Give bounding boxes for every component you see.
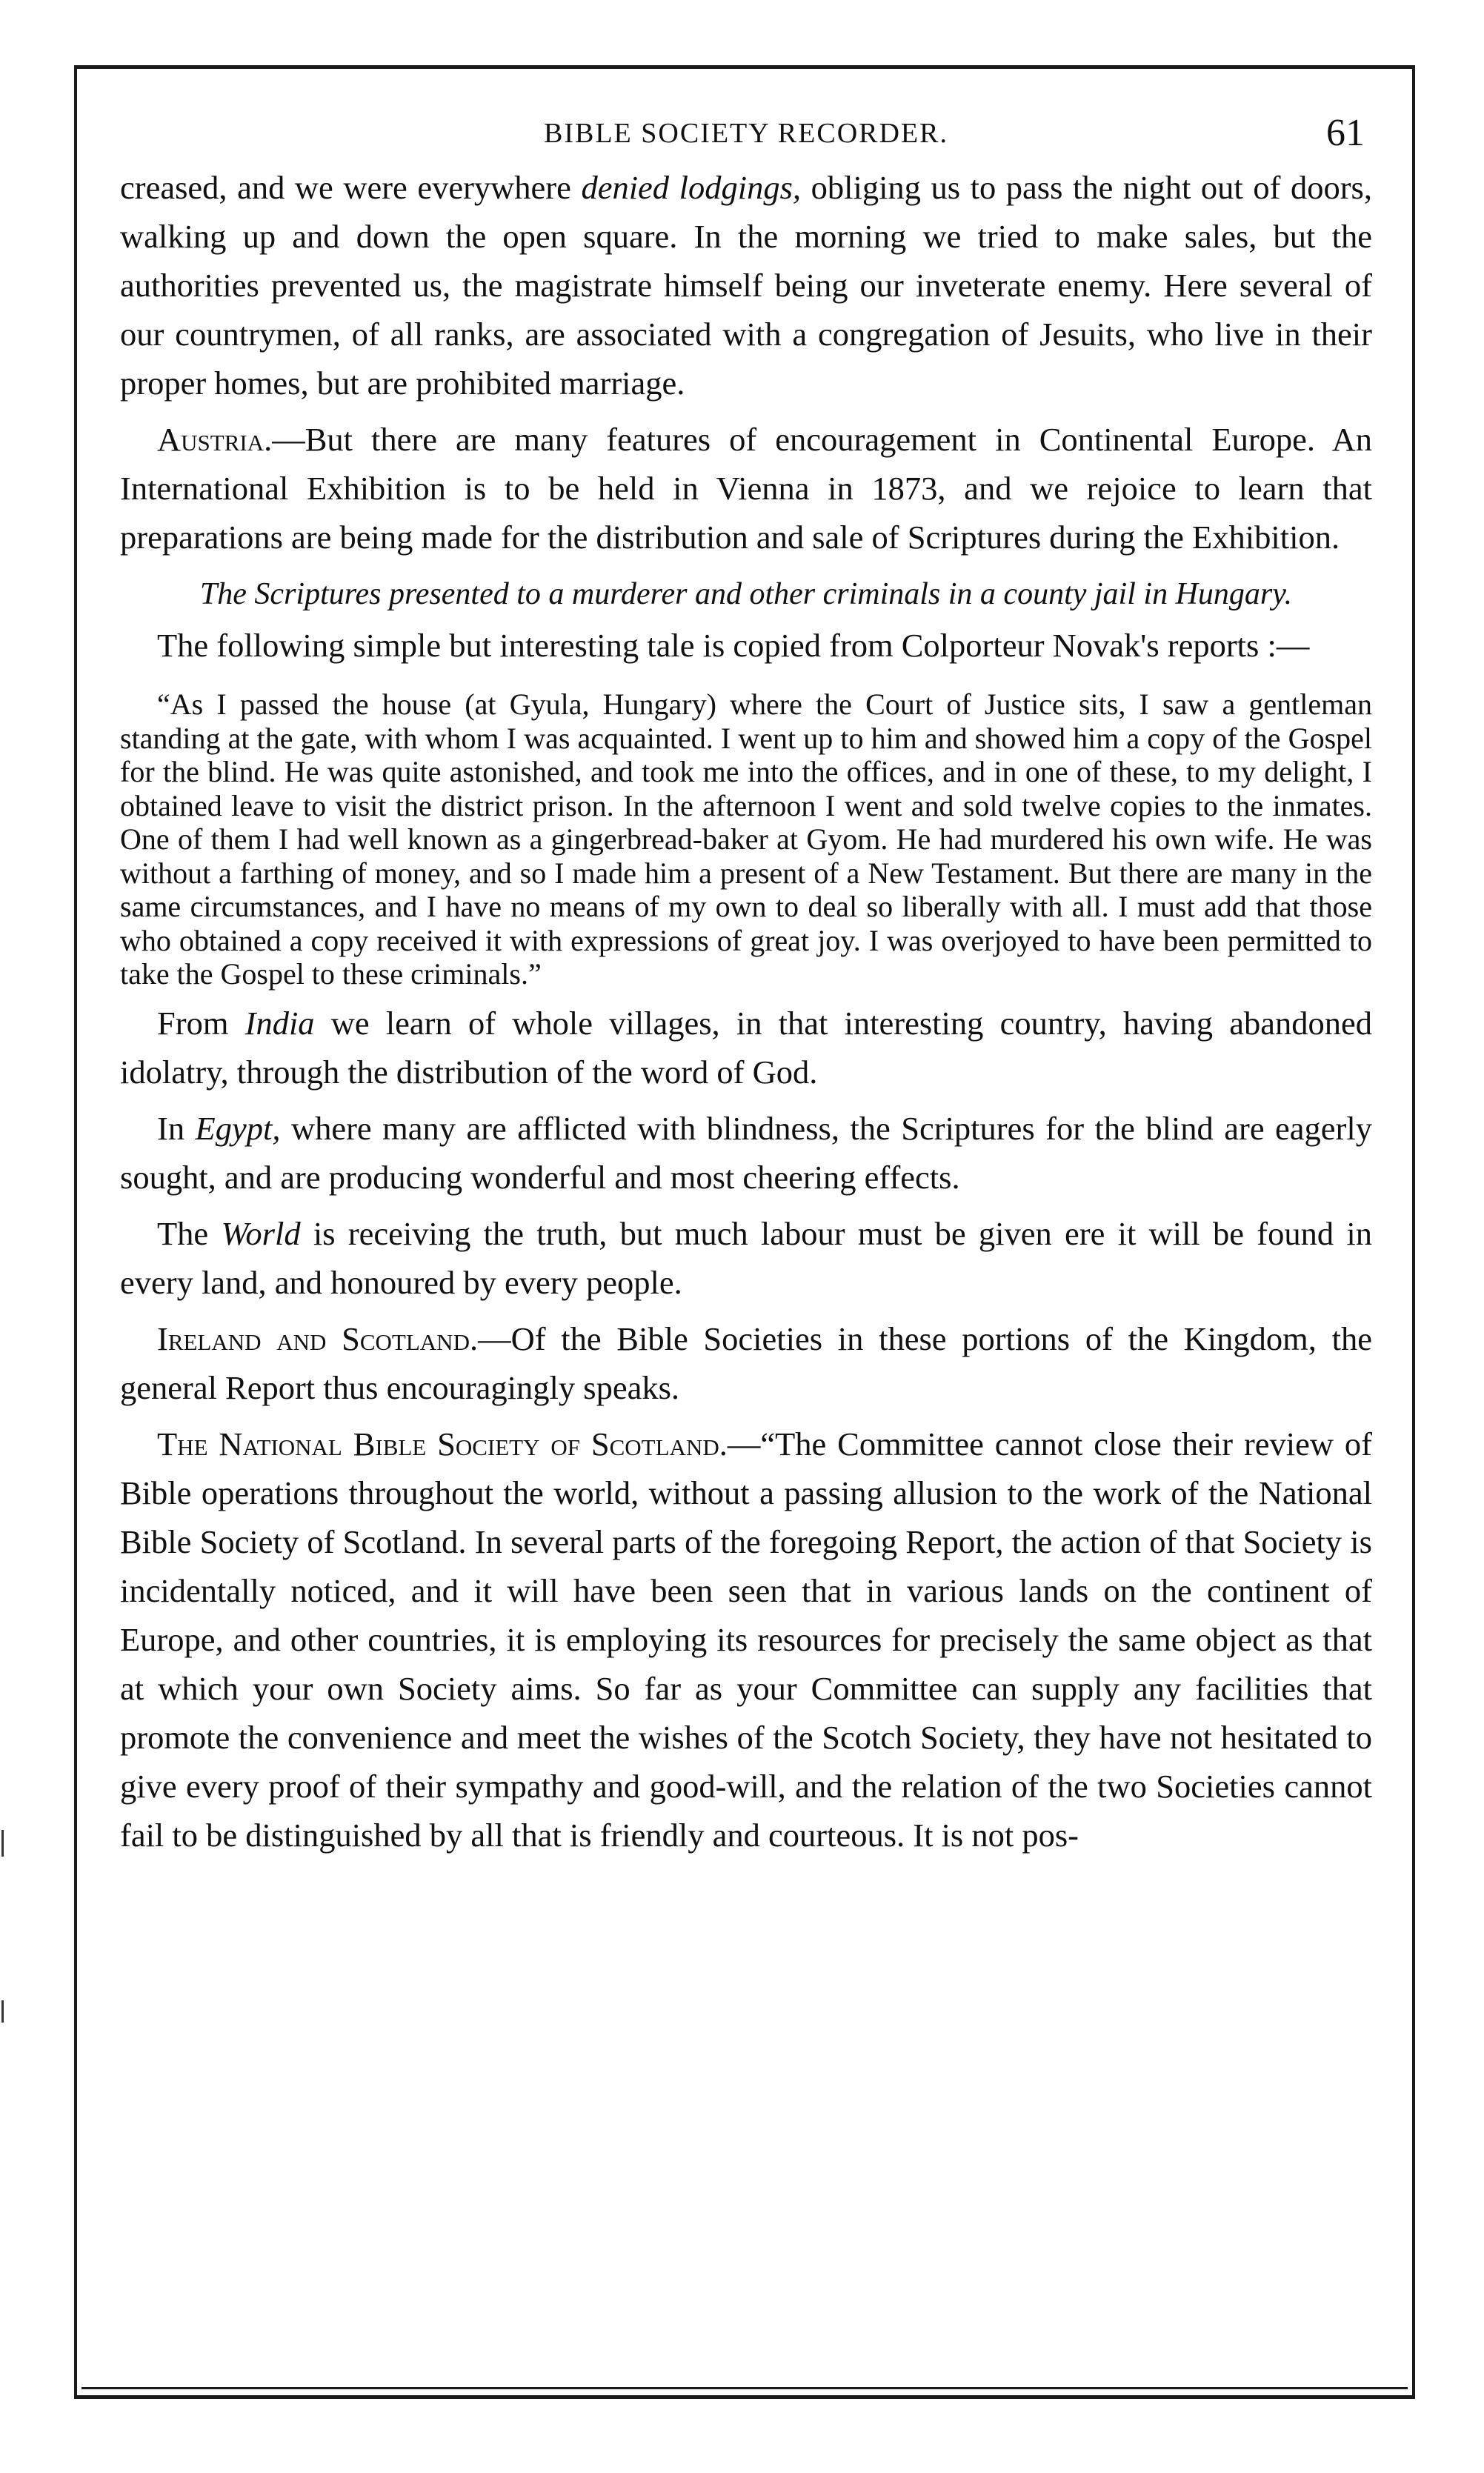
paragraph-austria (120, 415, 1372, 562)
section-lead: Ireland and Scotland. (157, 1319, 479, 1357)
gutter-mark (1, 1830, 4, 1857)
paragraph-intro: The following simple but interesting tale is copied from Colporteur Novak's reports :— (157, 627, 1310, 664)
italic-phrase: Egypt, (195, 1109, 281, 1147)
page-number: 61 (1326, 112, 1365, 154)
text-run: —But there are many features of encouragement in Continental Europe. An International Exhibition is to be held in Vienna in 1873, and we rejoice to learn that preparations are being made for the distribution and sale of Scriptures during the Exhibition. (120, 421, 1372, 556)
italic-phrase: World (221, 1214, 301, 1252)
italic-phrase: India (244, 1004, 315, 1042)
text-run: where many are afflicted with blindness, the Scriptures for the blind are eagerly sought, and are producing wonderful and most cheering effects. (120, 1109, 1372, 1196)
italic-phrase: denied lodgings, (581, 169, 802, 206)
paragraph-world (120, 1209, 1372, 1307)
text-run: is receiving the truth, but much labour must be given ere it will be found in every land, and honoured by every people. (120, 1214, 1372, 1301)
page-content (120, 111, 1372, 1860)
text-run: —“The Committee cannot close their review of Bible operations throughout the world, without a passing allusion to the work of the National Bible Society of Scotland. In several parts of the foregoing Report, the action of that Society is incidentally noticed, and it will have been seen that in various lands on the continent of Europe, and other countries, it is employing its resources for precisely the same object as that at which your own Society aims. So far as your Committee can supply any facilities that promote the convenience and meet the wishes of the Scotch Society, they have not hesitated to give every proof of their sympathy and good-will, and the relation of the two Societies cannot fail to be distinguished by all that is friendly and courteous. It is not pos- (120, 1425, 1372, 1854)
text-run: The (157, 1214, 222, 1252)
gutter-mark (1, 2000, 4, 2023)
text-run: we learn of whole villages, in that interesting country, having abandoned idolatry, through the distribution of the word of God. (120, 1004, 1372, 1091)
section-lead: The National Bible Society of Scotland. (157, 1425, 728, 1462)
paragraph-india (120, 999, 1372, 1096)
block-quote: “As I passed the house (at Gyula, Hungary) where the Court of Justice sits, I saw a gentleman standing at the gate, with whom I was acquainted. I went up to him and showed him a copy of the Gospel for the blind. He was quite astonished, and took me into the offices, and in one of these, to my delight, I obtained leave to visit the district prison. In the afternoon I went and sold twelve copies to the inmates. One of them I had well known as a gingerbread-baker at Gyom. He had murdered his own wife. He was without a farthing of money, and so I made him a present of a New Testament. But there are many in the same circumstances, and I have no means of my own to deal so liberally with all. I must add that those who obtained a copy received it with expressions of great joy. I was overjoyed to have been permitted to take the Gospel to these criminals.” (120, 688, 1372, 991)
text-run: obliging us to pass the night out of doors, walking up and down the open square. In the morning we tried to make sales, but the authorities prevented us, the magistrate himself being our inveterate enemy. Here several of our countrymen, of all ranks, are associated with a congregation of Jesuits, who live in their proper homes, but are prohibited marriage. (120, 169, 1372, 402)
text-run: From (157, 1004, 245, 1042)
running-title: BIBLE SOCIETY RECORDER. (544, 118, 948, 149)
paragraph-ireland-scotland (120, 1314, 1372, 1412)
paragraph-egypt (120, 1104, 1372, 1202)
section-lead: Austria. (157, 421, 273, 458)
paragraph-national-bible-society (120, 1419, 1372, 1860)
text-run: creased, and we were everywhere (120, 169, 582, 206)
running-head (120, 111, 1372, 163)
paragraph-continuation (120, 163, 1372, 407)
subheading: The Scriptures presented to a murderer and other criminals in a county jail in Hungary. (199, 577, 1293, 611)
text-run: —Of the Bible Societies in these portions of the Kingdom, the general Report thus encouragingly speaks. (120, 1319, 1372, 1406)
text-run: In (157, 1109, 196, 1147)
